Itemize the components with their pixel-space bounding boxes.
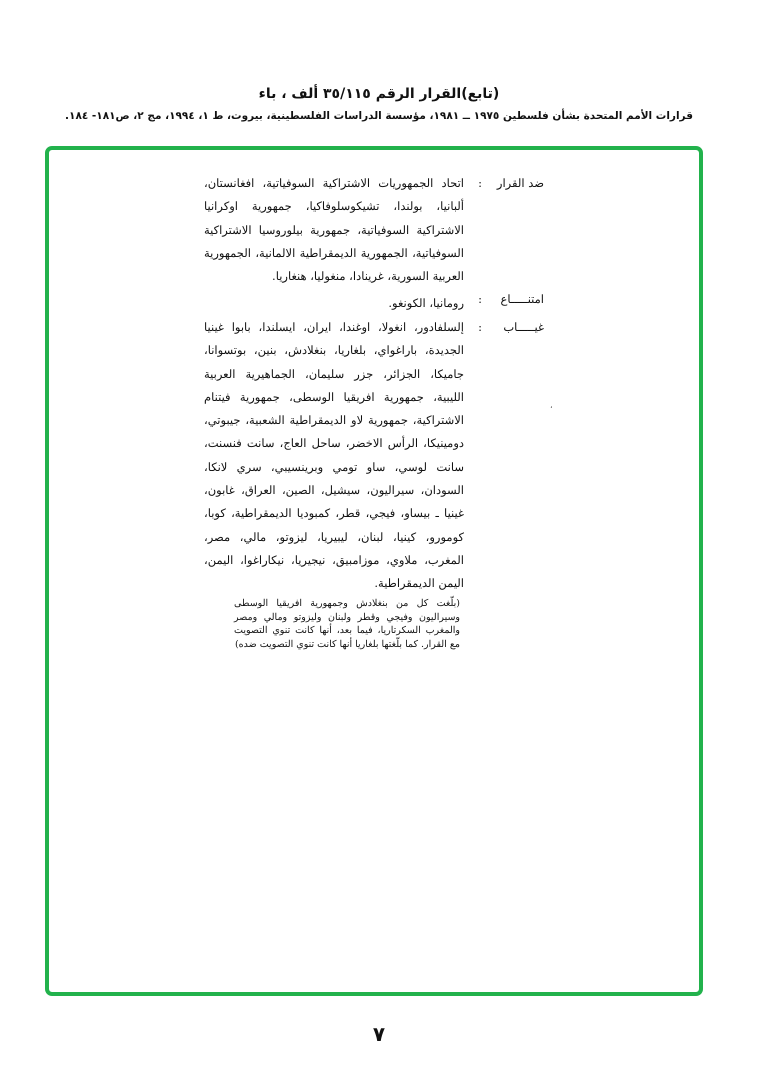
vote-against-list: اتحاد الجمهوريات الاشتراكية السوفياتية، افغانستان، ألبانيا، بولندا، تشيكوسلوفاكيا، جمهورية اوكرانيا الاشتراكية السوفياتية، جمهورية بيلوروسيا الاشتراكية السوفياتية، الجمهورية الديمقراطية الالمانية، الجمهورية العربية السورية، غرينادا، منغوليا، هنغاريا. bbox=[204, 176, 464, 284]
vote-abstain-colon: : bbox=[478, 292, 482, 306]
source-citation: قرارات الأمم المتحدة بشأن فلسطين ١٩٧٥ ــ ١٩٨١، مؤسسة الدراسات الفلسطينية، بيروت، ط ١، ١٩٩٤، مج ٢، ص١٨١- ١٨٤. bbox=[65, 110, 693, 122]
vote-abstain-block bbox=[204, 292, 544, 314]
vote-against-label: ضد القرار bbox=[496, 176, 544, 190]
vote-against-block bbox=[204, 172, 544, 288]
vote-absent-label: غيـــــاب bbox=[503, 320, 544, 334]
vote-abstain-list: رومانيا، الكونغو. bbox=[388, 296, 464, 310]
page-number: ٧ bbox=[372, 1022, 386, 1046]
vote-absent-colon: : bbox=[478, 320, 482, 334]
vote-absent-block bbox=[204, 316, 544, 596]
vote-absent-list: إلسلفادور، انغولا، اوغندا، ايران، ايسلندا، بابوا غينيا الجديدة، باراغواي، بلغاريا، بنغلادش، بنين، بوتسوانا، جاميكا، الجزائر، جزر سليمان، الجماهيرية العربية الليبية، جمهورية افريقيا الوسطى، جمهورية فيتنام الاشتراكية، جمهورية لاو الديمقراطية الشعبية، جيبوتي، دومينيكا، الرأس الاخضر، ساحل العاج، سانت فنسنت، سانت لوسي، ساو تومي وبرينسيبي، سري لانكا، السودان، سيراليون، سيشيل، الصين، العراق، غابون، غينيا ـ بيساو، فيجي، قطر، كمبوديا الديمقراطية، كوبا، كومورو، كينيا، لبنان، ليبيريا، ليزوتو، مالي، مصر، المغرب، ملاوي، موزامبيق، نيجيريا، نيكاراغوا، اليمن، اليمن الديمقراطية. bbox=[204, 320, 464, 591]
vote-abstain-label: امتنـــــاع bbox=[500, 292, 544, 306]
vote-against-colon: : bbox=[478, 176, 482, 190]
vote-note: (بلّغت كل من بنغلادش وجمهورية افريقيا الوسطى وسيراليون وفيجي وقطر ولبنان وليزوتو ومالي ومصر والمغرب السكرتاريا، فيما بعد، أنها كانت تنوي التصويت مع القرار. كما بلّغتها بلغاريا أنها كانت تنوي التصويت ضده) bbox=[234, 598, 460, 650]
page-title: (تابع)القرار الرقم ٣٥/١١٥ ألف ، باء bbox=[258, 86, 500, 102]
stray-mark: ، bbox=[550, 401, 553, 410]
